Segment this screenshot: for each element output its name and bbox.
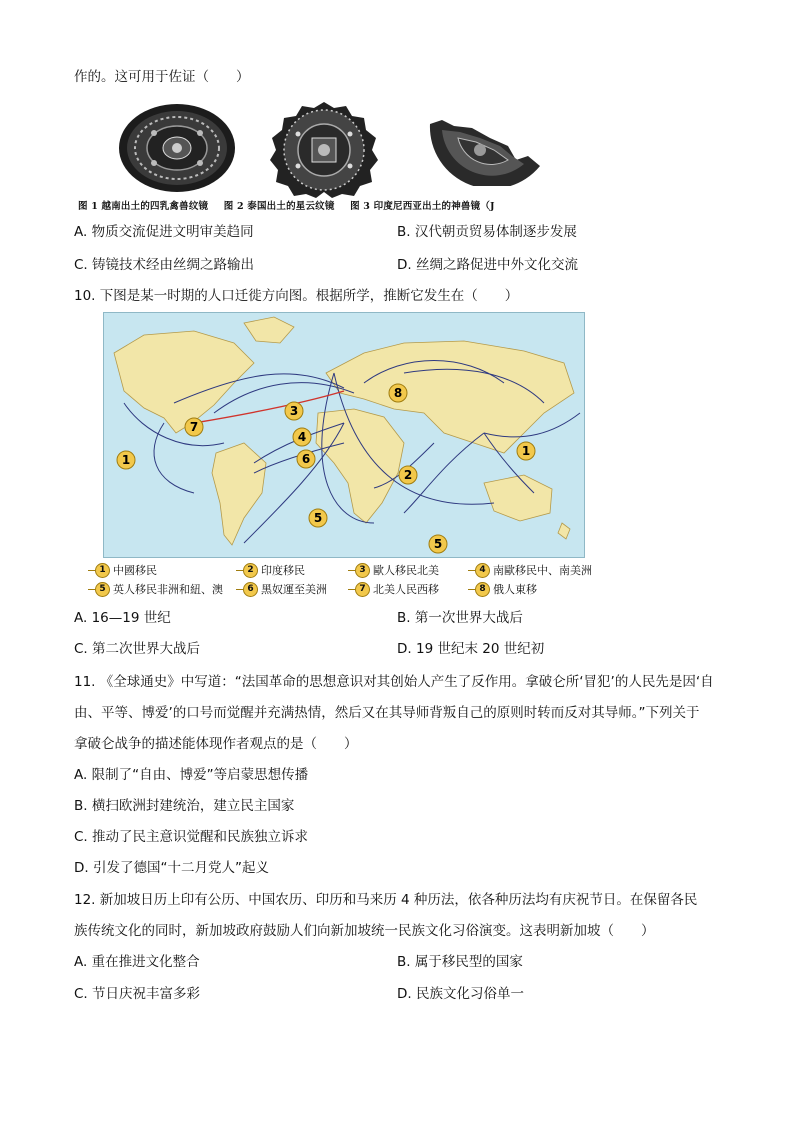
q10-option-a[interactable]: A. 16—19 世纪 xyxy=(74,610,171,626)
mirror-image-1 xyxy=(116,103,238,193)
greenland-land xyxy=(244,317,294,343)
q9-option-d[interactable]: D. 丝绸之路促进中外文化交流 xyxy=(397,257,578,273)
map-label-5-africa: 5 xyxy=(313,511,323,525)
legend-item: 4 南歐移民中、南美洲 xyxy=(468,562,592,578)
legend-item: 7 北美人民西移 xyxy=(348,581,439,597)
q9-option-b[interactable]: B. 汉代朝贡贸易体制逐步发展 xyxy=(397,224,577,240)
legend-item: 2 印度移民 xyxy=(236,562,305,578)
q12-stem-line-1: 12. 新加坡日历上印有公历、中国农历、印历和马来历 4 种历法，依各种历法均有庆祝节日。在保留各民 xyxy=(74,892,698,908)
q11-stem-line-1: 11. 《全球通史》中写道：“法国革命的思想意识对其创始人产生了反作用。拿破仑所‘冒犯’的人民先是因‘自 xyxy=(74,674,714,690)
legend-item: 8 俄人東移 xyxy=(468,581,537,597)
q11-stem-line-2: 由、平等、博爱’的口号而觉醒并充满热情，然后又在其导师背叛自己的原则时转而反对其导师。”下列关于 xyxy=(74,705,700,721)
legend-item: 1 中國移民 xyxy=(88,562,157,578)
caption-3: 图 3 印度尼西亚出土的神兽镜（J xyxy=(350,201,495,212)
q12-option-d[interactable]: D. 民族文化习俗单一 xyxy=(397,986,524,1002)
map-label-5-oceania: 5 xyxy=(433,537,443,551)
world-map xyxy=(104,313,584,557)
map-label-4: 4 xyxy=(297,430,307,444)
mirror-image-3 xyxy=(420,116,548,186)
mirror-captions xyxy=(78,198,507,212)
q11-option-a[interactable]: A. 限制了“自由、博爱”等启蒙思想传播 xyxy=(74,767,309,783)
map-label-3: 3 xyxy=(289,404,299,418)
new-zealand-land xyxy=(558,523,570,539)
q12-option-a[interactable]: A. 重在推进文化整合 xyxy=(74,954,200,970)
q10-stem: 10. 下图是某一时期的人口迁徙方向图。根据所学，推断它发生在（ ） xyxy=(74,288,519,304)
legend-item: 6 黑奴運至美洲 xyxy=(236,581,327,597)
q11-option-b[interactable]: B. 横扫欧洲封建统治，建立民主国家 xyxy=(74,798,295,814)
q10-option-b[interactable]: B. 第一次世界大战后 xyxy=(397,610,523,626)
q12-option-c[interactable]: C. 节日庆祝丰富多彩 xyxy=(74,986,201,1002)
africa-land xyxy=(313,409,404,525)
caption-2: 图 2 泰国出土的星云纹镜 xyxy=(223,201,335,212)
map-label-2: 2 xyxy=(403,468,413,482)
legend-item: 3 歐人移民北美 xyxy=(348,562,439,578)
map-label-6: 6 xyxy=(301,452,311,466)
q9-option-a[interactable]: A. 物质交流促进文明审美趋同 xyxy=(74,224,254,240)
map-label-1-west: 1 xyxy=(121,453,131,467)
q11-stem-line-3: 拿破仑战争的描述能体现作者观点的是（ ） xyxy=(74,736,358,752)
q11-option-c[interactable]: C. 推动了民主意识觉醒和民族独立诉求 xyxy=(74,829,309,845)
map-label-8: 8 xyxy=(393,386,403,400)
migration-map xyxy=(103,312,585,558)
legend-item: 5 英人移民非洲和紐、澳 xyxy=(88,581,223,597)
mirror-image-2 xyxy=(268,100,380,198)
map-label-7: 7 xyxy=(189,420,199,434)
q9-stem-tail: 作的。这可用于佐证（ ） xyxy=(74,69,250,85)
q10-option-c[interactable]: C. 第二次世界大战后 xyxy=(74,641,201,657)
q12-option-b[interactable]: B. 属于移民型的国家 xyxy=(397,954,523,970)
caption-1: 图 1 越南出土的四乳禽兽纹镜 xyxy=(78,201,209,212)
q9-option-c[interactable]: C. 铸镜技术经由丝绸之路输出 xyxy=(74,257,255,273)
q12-stem-line-2: 族传统文化的同时，新加坡政府鼓励人们向新加坡统一民族文化习俗演变。这表明新加坡（ ） xyxy=(74,923,655,939)
map-label-1-east: 1 xyxy=(521,444,531,458)
q11-option-d[interactable]: D. 引发了德国“十二月党人”起义 xyxy=(74,860,269,876)
q10-option-d[interactable]: D. 19 世纪末 20 世纪初 xyxy=(397,641,545,657)
australia-land xyxy=(484,475,552,521)
